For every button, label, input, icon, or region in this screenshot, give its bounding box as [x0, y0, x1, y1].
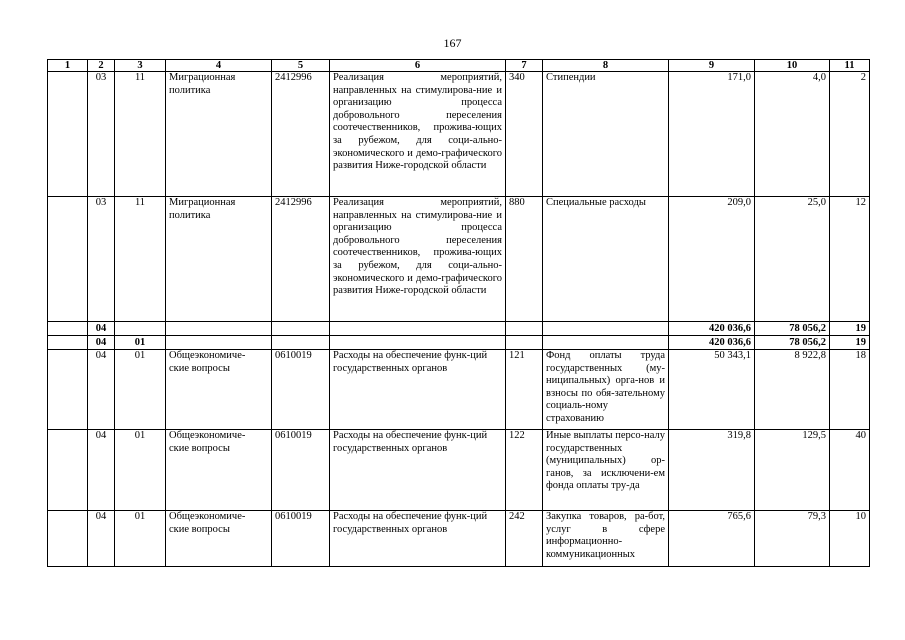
cell-expense-type: 122	[506, 430, 543, 511]
cell-expense-name	[543, 322, 669, 336]
cell-section: 03	[88, 72, 115, 197]
cell-percent: 18	[830, 350, 870, 430]
cell-expense-type	[506, 322, 543, 336]
cell-section: 04	[88, 430, 115, 511]
table-row	[48, 430, 870, 511]
cell-expense-type: 880	[506, 197, 543, 322]
table-row	[48, 72, 870, 197]
cell-article-name: Реализация мероприятий, направленных на стимулирова-ние и организацию процесса добровольного переселения соотечественников, прожива-ющих за рубежом, для соци-ально-экономического и демо-графического развития Ниже-городской области	[330, 72, 506, 197]
cell-expense-name: Иные выплаты персо-налу государственных (муниципальных) ор-ганов, за исключени-ем фонда оплаты тру-да	[543, 430, 669, 511]
cell-section-name: Общеэкономиче- ские вопросы	[166, 511, 272, 567]
cell-article-name	[330, 322, 506, 336]
cell-expense-type: 121	[506, 350, 543, 430]
cell-plan-amount: 319,8	[669, 430, 755, 511]
cell-section-name: Миграционная политика	[166, 72, 272, 197]
cell-subsection: 01	[115, 350, 166, 430]
cell-target-article	[272, 322, 330, 336]
cell-expense-name	[543, 336, 669, 350]
cell-subsection: 01	[115, 430, 166, 511]
cell-actual-amount: 78 056,2	[755, 322, 830, 336]
cell-col1	[48, 197, 88, 322]
cell-percent: 10	[830, 511, 870, 567]
cell-actual-amount: 129,5	[755, 430, 830, 511]
cell-plan-amount: 209,0	[669, 197, 755, 322]
cell-expense-type: 242	[506, 511, 543, 567]
cell-article-name: Расходы на обеспечение функ-ций государственных органов	[330, 511, 506, 567]
budget-table	[47, 59, 870, 567]
column-header: 3	[115, 60, 166, 72]
cell-target-article: 0610019	[272, 350, 330, 430]
column-header: 6	[330, 60, 506, 72]
table-row	[48, 350, 870, 430]
cell-plan-amount: 420 036,6	[669, 336, 755, 350]
cell-expense-name: Стипендии	[543, 72, 669, 197]
column-header: 1	[48, 60, 88, 72]
cell-target-article: 0610019	[272, 430, 330, 511]
cell-col1	[48, 430, 88, 511]
cell-subsection: 11	[115, 72, 166, 197]
cell-col1	[48, 336, 88, 350]
cell-subsection	[115, 322, 166, 336]
page-number: 167	[443, 36, 462, 50]
cell-expense-type	[506, 336, 543, 350]
cell-section: 04	[88, 322, 115, 336]
cell-subsection: 11	[115, 197, 166, 322]
column-header: 5	[272, 60, 330, 72]
cell-col1	[48, 350, 88, 430]
column-header: 4	[166, 60, 272, 72]
cell-actual-amount: 25,0	[755, 197, 830, 322]
table-row	[48, 197, 870, 322]
column-number-row	[48, 60, 870, 72]
cell-target-article: 0610019	[272, 511, 330, 567]
cell-plan-amount: 420 036,6	[669, 322, 755, 336]
cell-actual-amount: 78 056,2	[755, 336, 830, 350]
column-header: 10	[755, 60, 830, 72]
cell-section-name: Общеэкономиче- ские вопросы	[166, 430, 272, 511]
cell-article-name: Расходы на обеспечение функ-ций государственных органов	[330, 430, 506, 511]
column-header: 11	[830, 60, 870, 72]
cell-actual-amount: 4,0	[755, 72, 830, 197]
cell-expense-name: Закупка товаров, ра-бот, услуг в сфере информационно-коммуникационных	[543, 511, 669, 567]
cell-article-name: Расходы на обеспечение функ-ций государственных органов	[330, 350, 506, 430]
column-header: 2	[88, 60, 115, 72]
cell-section-name: Общеэкономиче- ские вопросы	[166, 350, 272, 430]
table-total-row	[48, 336, 870, 350]
cell-expense-name: Специальные расходы	[543, 197, 669, 322]
cell-plan-amount: 171,0	[669, 72, 755, 197]
cell-subsection: 01	[115, 511, 166, 567]
cell-col1	[48, 322, 88, 336]
cell-target-article: 2412996	[272, 197, 330, 322]
cell-article-name: Реализация мероприятий, направленных на стимулирова-ние и организацию процесса добровольного переселения соотечественников, прожива-ющих за рубежом, для соци-ально-экономического и демо-графического развития Ниже-городской области	[330, 197, 506, 322]
cell-article-name	[330, 336, 506, 350]
column-header: 9	[669, 60, 755, 72]
cell-section-name	[166, 336, 272, 350]
cell-percent: 12	[830, 197, 870, 322]
cell-plan-amount: 765,6	[669, 511, 755, 567]
cell-plan-amount: 50 343,1	[669, 350, 755, 430]
cell-target-article: 2412996	[272, 72, 330, 197]
cell-expense-name: Фонд оплаты труда государственных (му-ниципальных) орга-нов и взносы по обя-зательному социаль-ному страхованию	[543, 350, 669, 430]
cell-percent: 40	[830, 430, 870, 511]
cell-col1	[48, 511, 88, 567]
cell-section: 04	[88, 511, 115, 567]
cell-section: 04	[88, 336, 115, 350]
cell-section-name	[166, 322, 272, 336]
table-total-row	[48, 322, 870, 336]
cell-expense-type: 340	[506, 72, 543, 197]
cell-percent: 19	[830, 322, 870, 336]
cell-target-article	[272, 336, 330, 350]
cell-actual-amount: 8 922,8	[755, 350, 830, 430]
cell-actual-amount: 79,3	[755, 511, 830, 567]
cell-section-name: Миграционная политика	[166, 197, 272, 322]
column-header: 7	[506, 60, 543, 72]
cell-percent: 19	[830, 336, 870, 350]
cell-percent: 2	[830, 72, 870, 197]
column-header: 8	[543, 60, 669, 72]
cell-col1	[48, 72, 88, 197]
cell-section: 03	[88, 197, 115, 322]
cell-section: 04	[88, 350, 115, 430]
table-row	[48, 511, 870, 567]
cell-subsection: 01	[115, 336, 166, 350]
